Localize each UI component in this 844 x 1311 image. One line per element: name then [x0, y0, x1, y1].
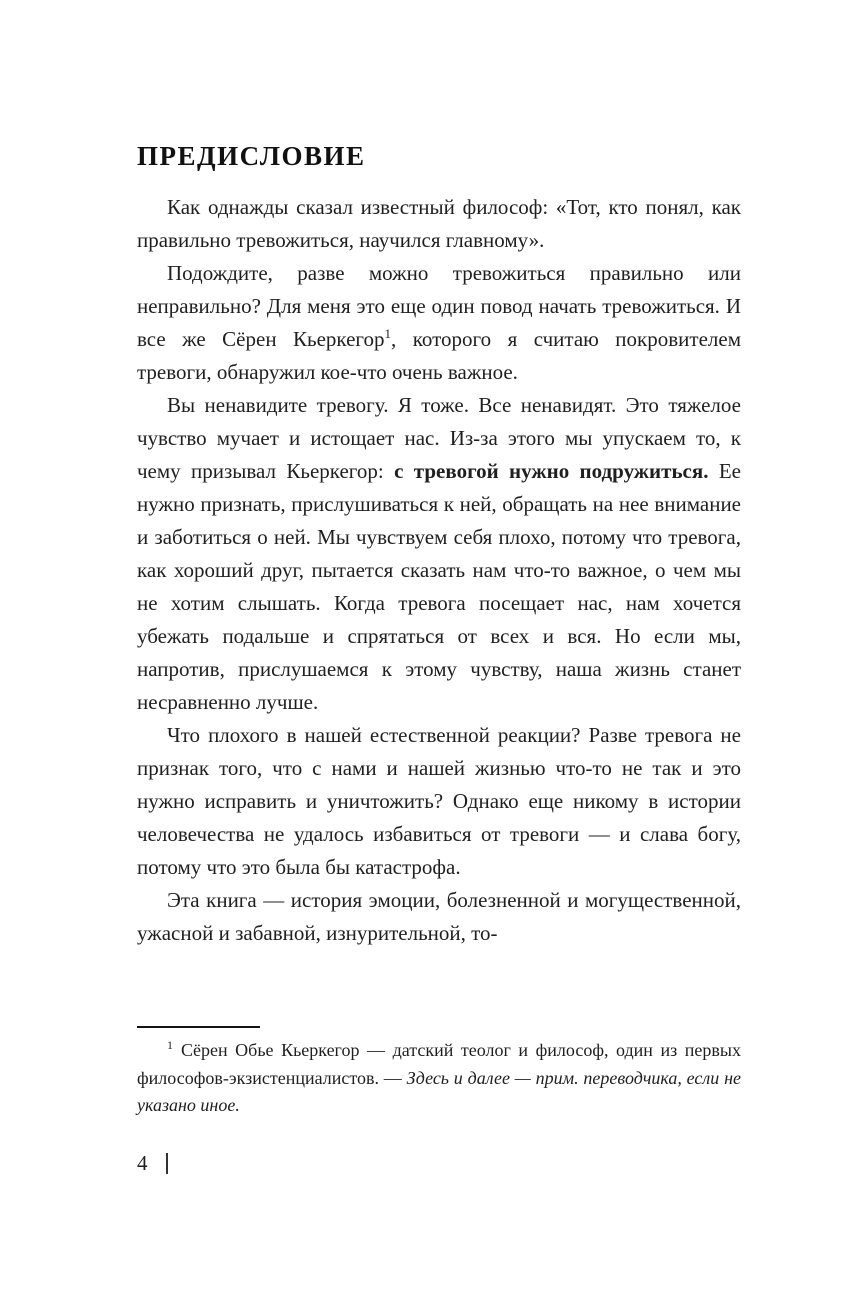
page-number: 4 — [137, 1151, 148, 1175]
text-segment: Подождите, разве можно тревожиться правильно или неправильно? Для меня это еще один повод начать тревожиться. И все же Сёрен Кьеркегор — [137, 261, 741, 351]
text-segment: Вы ненавидите тревогу. Я тоже. Все ненавидят. Это тяжелое чувство мучает и истощает нас. Из-за этого мы упускаем то, к чему призывал Кьеркегор: — [137, 393, 741, 483]
text-segment: с тревогой нужно подружиться. — [394, 459, 709, 483]
paragraph — [137, 389, 741, 719]
footnote-area — [137, 1026, 741, 1120]
footnote — [137, 1037, 741, 1120]
text-segment: Ее нужно признать, прислушиваться к ней, обращать на нее внимание и заботиться о ней. Мы чувствуем себя плохо, потому что тревога, как хороший друг, пытается сказать нам что-то важное, о чем мы не хотим слышать. Когда тревога посещает нас, нам хочется убежать подальше и спрятаться от всех и вся. Но если мы, напротив, прислушаемся к этому чувству, наша жизнь станет несравненно лучше. — [137, 459, 741, 714]
text-segment: 1 — [384, 326, 392, 341]
footnote-marker: 1 — [167, 1038, 173, 1052]
body-text — [137, 191, 741, 950]
text-segment: Эта книга — история эмоции, болезненной и могущественной, ужасной и забавной, изнурительной, то- — [137, 888, 741, 945]
text-segment: Как однажды сказал известный философ: «Тот, кто понял, как правильно тревожиться, научился главному». — [137, 195, 741, 252]
paragraph — [137, 191, 741, 257]
page-footer — [137, 1151, 168, 1176]
paragraph — [137, 719, 741, 884]
page-number-divider — [166, 1153, 168, 1174]
footnote-divider — [137, 1026, 260, 1028]
text-segment: Сёрен Обье Кьеркегор — датский теолог и философ, один из первых философов-экзистенциалистов. — — [137, 1040, 741, 1088]
paragraph — [137, 884, 741, 950]
paragraph — [137, 257, 741, 389]
text-segment: Что плохого в нашей естественной реакции? Разве тревога не признак того, что с нами и нашей жизнью что-то не так и это нужно исправить и уничтожить? Однако еще никому в истории человечества не удалось избавиться от тревоги — и слава богу, потому что это была бы катастрофа. — [137, 723, 741, 879]
text-segment: , которого я считаю покровителем тревоги, обнаружил кое-что очень важное. — [137, 327, 741, 384]
chapter-title: ПРЕДИСЛОВИЕ — [137, 141, 366, 171]
text-segment: Здесь и далее — прим. переводчика, если не указано иное. — [137, 1067, 741, 1115]
